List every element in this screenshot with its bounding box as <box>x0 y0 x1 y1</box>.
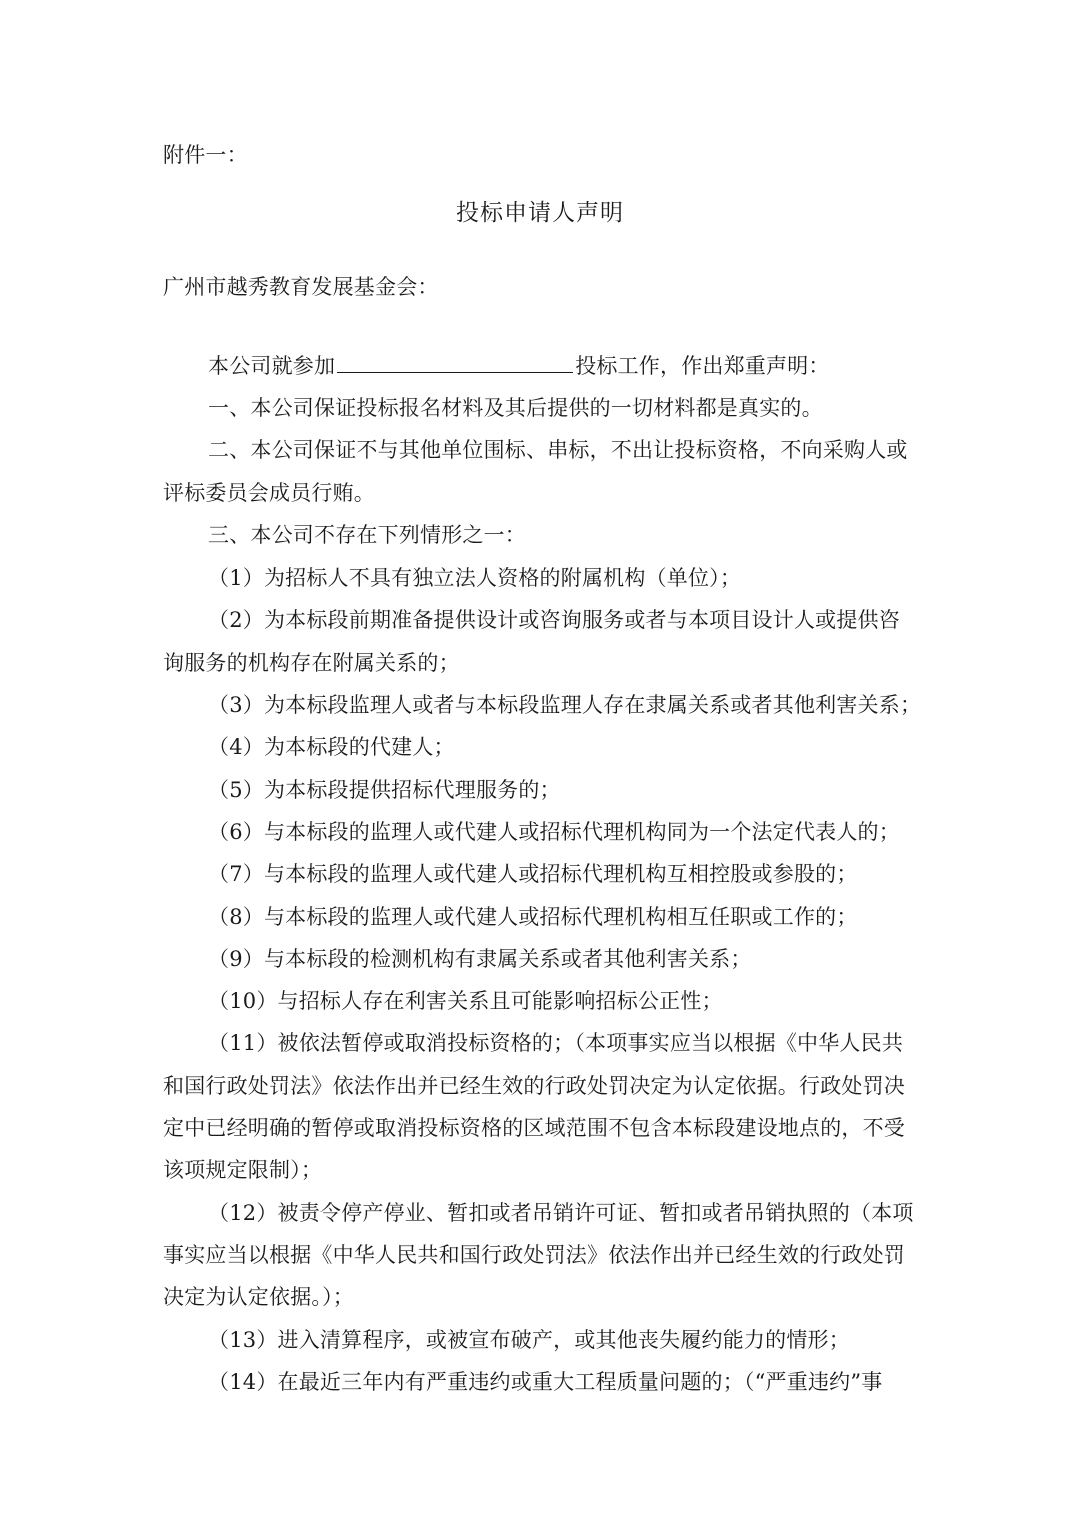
condition-item: 定中已经明确的暂停或取消投标资格的区域范围不包含本标段建设地点的，不受 <box>163 1116 905 1140</box>
condition-item: （7）与本标段的监理人或代建人或招标代理机构互相控股或参股的； <box>208 862 858 886</box>
declaration-line: 三、本公司不存在下列情形之一： <box>208 523 526 547</box>
condition-item: （5）为本标段提供招标代理服务的； <box>208 778 561 802</box>
declaration-line: 二、本公司保证不与其他单位围标、串标，不出让投标资格，不向采购人或 <box>208 438 908 462</box>
addressee: 广州市越秀教育发展基金会： <box>163 275 439 299</box>
project-name-blank <box>337 350 573 373</box>
condition-item: （12）被责令停产停业、暂扣或者吊销许可证、暂扣或者吊销执照的（本项 <box>208 1201 914 1225</box>
condition-item: （3）为本标段监理人或者与本标段监理人存在隶属关系或者其他利害关系； <box>208 693 922 717</box>
declaration-line: 一、本公司保证投标报名材料及其后提供的一切材料都是真实的。 <box>208 396 823 420</box>
condition-item: 该项规定限制）； <box>163 1158 323 1182</box>
condition-item: （8）与本标段的监理人或代建人或招标代理机构相互任职或工作的； <box>208 905 858 929</box>
condition-item: （11）被依法暂停或取消投标资格的；（本项事实应当以根据《中华人民共 <box>208 1031 904 1055</box>
condition-item: （1）为招标人不具有独立法人资格的附属机构（单位）； <box>208 566 742 590</box>
condition-item: （14）在最近三年内有严重违约或重大工程质量问题的；（“严重违约”事 <box>208 1370 883 1394</box>
condition-item: 和国行政处罚法》依法作出并已经生效的行政处罚决定为认定依据。行政处罚决 <box>163 1074 905 1098</box>
condition-item: （4）为本标段的代建人； <box>208 735 455 759</box>
condition-item: （10）与招标人存在利害关系且可能影响招标公正性； <box>208 989 723 1013</box>
intro-text-before: 本公司就参加 <box>208 354 336 378</box>
condition-item: （9）与本标段的检测机构有隶属关系或者其他利害关系； <box>208 947 752 971</box>
attachment-label: 附件一： <box>163 143 248 167</box>
intro-text-after: 投标工作，作出郑重声明： <box>575 354 830 378</box>
document-title: 投标申请人声明 <box>456 200 624 226</box>
condition-item: 询服务的机构存在附属关系的； <box>163 651 460 675</box>
intro-line <box>208 350 830 381</box>
condition-item: （6）与本标段的监理人或代建人或招标代理机构同为一个法定代表人的； <box>208 820 900 844</box>
declaration-line: 评标委员会成员行贿。 <box>163 481 375 505</box>
condition-item: （13）进入清算程序，或被宣布破产，或其他丧失履约能力的情形； <box>208 1328 850 1352</box>
condition-item: 事实应当以根据《中华人民共和国行政处罚法》依法作出并已经生效的行政处罚 <box>163 1243 905 1267</box>
condition-item: 决定为认定依据。）； <box>163 1285 354 1309</box>
condition-item: （2）为本标段前期准备提供设计或咨询服务或者与本项目设计人或提供咨 <box>208 608 900 632</box>
